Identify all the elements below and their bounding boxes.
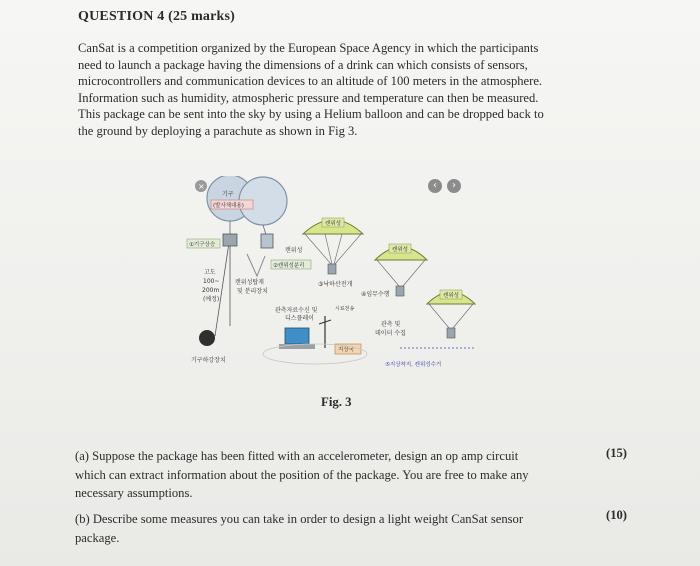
paragraph-line: CanSat is a competition organized by the European Space Agency in which the participants xyxy=(78,41,539,55)
part-a-line: necessary assumptions. xyxy=(75,486,193,500)
paragraph-line: need to launch a package having the dimensions of a drink can which consists of sensors, xyxy=(78,57,528,72)
paragraph-line: microcontrollers and communication devices to an altitude of 100 meters in the atmosphere. xyxy=(78,74,543,89)
descent-label: ③낙하산전개 xyxy=(318,281,353,288)
landing-label: ⑤지상착지, 캔위성수거 xyxy=(385,362,442,368)
part-a-line: (a) Suppose the package has been fitted with an accelerometer, design an op amp circuit xyxy=(75,449,519,463)
canister-sep-label-2: 및 분리장치 xyxy=(237,288,268,295)
balloon-label: 기구 xyxy=(222,191,234,198)
close-icon-glyph: × xyxy=(198,182,205,191)
altitude-value-1: 100~ xyxy=(203,278,220,285)
figure-caption: Fig. 3 xyxy=(321,395,352,409)
question-part-b xyxy=(75,510,600,547)
cansat-body xyxy=(261,234,273,248)
question-part-a xyxy=(75,447,600,503)
data-collection-label: 데이터 수집 xyxy=(375,330,406,337)
separation-label: ②캔위성분리 xyxy=(273,263,305,269)
balloon-sub-label: (발사체대용) xyxy=(213,203,244,209)
parachute-1-label: 캔위성 xyxy=(325,221,341,227)
canister-sep-label: 캔위성탑재 xyxy=(235,279,264,286)
question-paragraph xyxy=(78,40,598,140)
altitude-value-2: 200m xyxy=(202,287,220,294)
part-b-line: package. xyxy=(75,530,120,545)
winch-label: 기구하강장치 xyxy=(191,357,226,364)
cansat-top-label: 캔위성 xyxy=(285,247,303,254)
paragraph-line: the ground by deploying a parachute as shown in Fig 3. xyxy=(78,123,358,138)
observation-label: 관측 및 xyxy=(381,321,401,328)
balloon-rise-label: ①기구상승 xyxy=(189,242,216,248)
next-arrow-icon[interactable]: › xyxy=(447,179,461,193)
part-a-line: which can extract information about the position of the package. You are free to make any xyxy=(75,467,529,482)
part-b-line: (b) Describe some measures you can take in order to design a light weight CanSat sensor xyxy=(75,512,524,526)
telemetry-label: 관측자료수신 및 xyxy=(275,307,318,314)
question-heading: QUESTION 4 (25 marks) xyxy=(78,9,236,24)
parachute-2-label: 캔위성 xyxy=(392,247,408,253)
paragraph-line: This package can be sent into the sky by using a Helium balloon and can be dropped back to xyxy=(78,107,544,122)
part-a-marks: (15) xyxy=(606,446,627,460)
signal-label: 시료전송 xyxy=(335,306,355,312)
mission-label: ④임무수행 xyxy=(361,291,390,298)
laptop-icon xyxy=(285,328,309,344)
paragraph-line: Information such as humidity, atmospheric pressure and temperature can then be measured. xyxy=(78,90,539,105)
prev-arrow-icon[interactable]: ‹ xyxy=(428,179,442,193)
ground-station-label: 지상국 xyxy=(338,347,354,353)
part-b-marks: (10) xyxy=(606,508,627,522)
winch-icon xyxy=(199,330,215,346)
parachute-3-label: 캔위성 xyxy=(443,293,459,299)
display-label: 디스플레이 xyxy=(285,315,314,322)
canister-box xyxy=(223,234,237,246)
altitude-note: (예정) xyxy=(203,296,220,303)
cansat-figure xyxy=(185,176,485,386)
altitude-label: 고도 xyxy=(204,269,216,276)
